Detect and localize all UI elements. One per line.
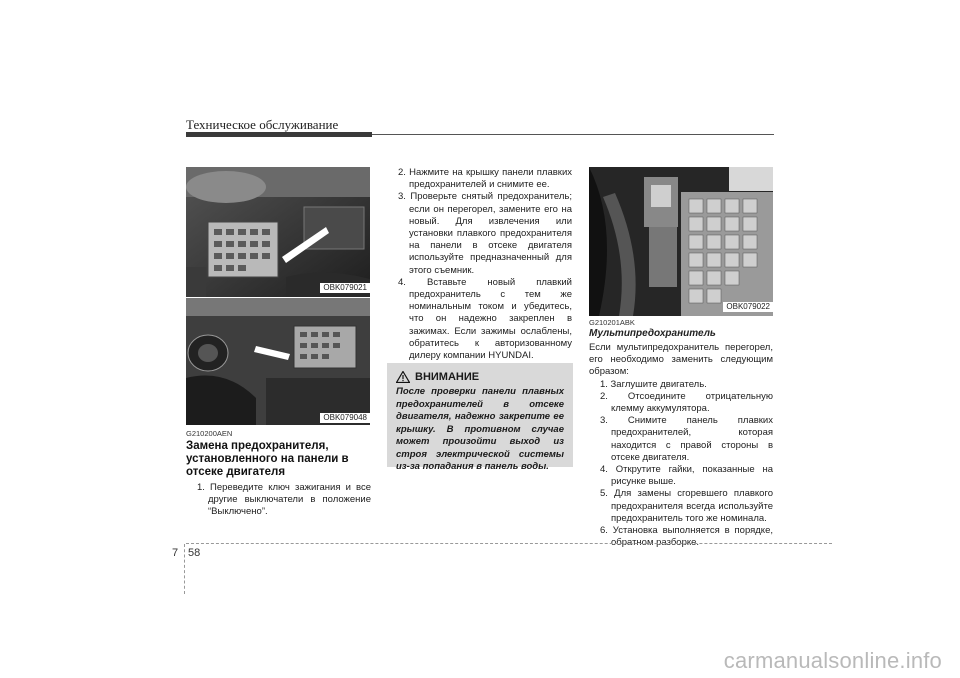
step-item: 2. Отсоедините отрицательную клемму аккумулятора. <box>600 390 773 415</box>
intro-paragraph: Если мультипредохранитель перегорел, его необходимо заменить следующим образом: <box>589 342 773 378</box>
step-item: 2. Нажмите на крышку панели плавких предохранителей и снимите ее. <box>398 167 572 191</box>
right-text <box>589 342 773 549</box>
section-code: G210201ABK <box>589 318 635 327</box>
caution-text: После проверки панели плавных предохранителей в отсеке двигателя, надежно закрепите ее крышку. В противном случае может произойти выход из строя электрической системы из-за попадания в панель воды. <box>396 386 564 472</box>
step-item: 6. Установка выполняется в порядке, обратном разборке. <box>600 525 773 549</box>
step-item: 5. Для замены сгоревшего плавкого предохранителя всегда используйте предохранитель того же номинала. <box>600 488 773 524</box>
figure-label: OBK079022 <box>723 302 773 312</box>
section-subheading: Мультипредохранитель <box>589 328 716 339</box>
warning-triangle-icon <box>396 371 410 383</box>
section-number: 7 <box>172 547 179 559</box>
header-rule <box>372 134 774 135</box>
footer-rule <box>186 543 832 544</box>
footer-divider <box>184 544 185 594</box>
multi-fuse-photo <box>589 167 773 316</box>
engine-fuse-box-photo <box>186 167 370 297</box>
page-header-title: Техническое обслуживание <box>186 117 339 132</box>
header-bar <box>186 132 372 137</box>
page-number: 58 <box>188 547 201 559</box>
caution-header <box>396 371 564 383</box>
step-item: 1. Переведите ключ зажигания и все другие выключатели в положение “Выключено”. <box>197 482 371 518</box>
middle-steps <box>398 167 572 362</box>
step-item: 1. Заглушите двигатель. <box>600 378 707 390</box>
caution-title: ВНИМАНИЕ <box>415 371 480 383</box>
step-item: 3. Проверьте снятый предохранитель; если он перегорел, замените его на новый. Для извлечения или установки плавкого предохранителя на панели в отсеке двигателя используйте предназначенный для этого съемник. <box>398 191 572 276</box>
step-item: 4. Вставьте новый плавкий предохранитель с тем же номинальным током и убедитесь, что он надежно закреплен в зажимах. Если зажимы ослаблены, обратитесь к авторизованному дилеру компании HYUNDAI. <box>398 276 572 362</box>
left-steps <box>197 482 371 519</box>
figure-label: OBK079048 <box>320 413 370 423</box>
fuse-panel-location-photo <box>186 298 370 425</box>
figure-label: OBK079021 <box>320 283 370 293</box>
section-heading: Замена предохранителя, установленного на панели в отсеке двигателя <box>186 440 349 478</box>
watermark: carmanualsonline.info <box>723 648 942 673</box>
section-code: G210200AEN <box>186 429 233 438</box>
caution-box <box>387 363 573 472</box>
step-item: 4. Открутите гайки, показанные на рисунке выше. <box>600 464 773 488</box>
step-item: 3. Снимите панель плавких предохранителей, которая находится с правой стороны в отсеке двигателя. <box>600 415 773 463</box>
